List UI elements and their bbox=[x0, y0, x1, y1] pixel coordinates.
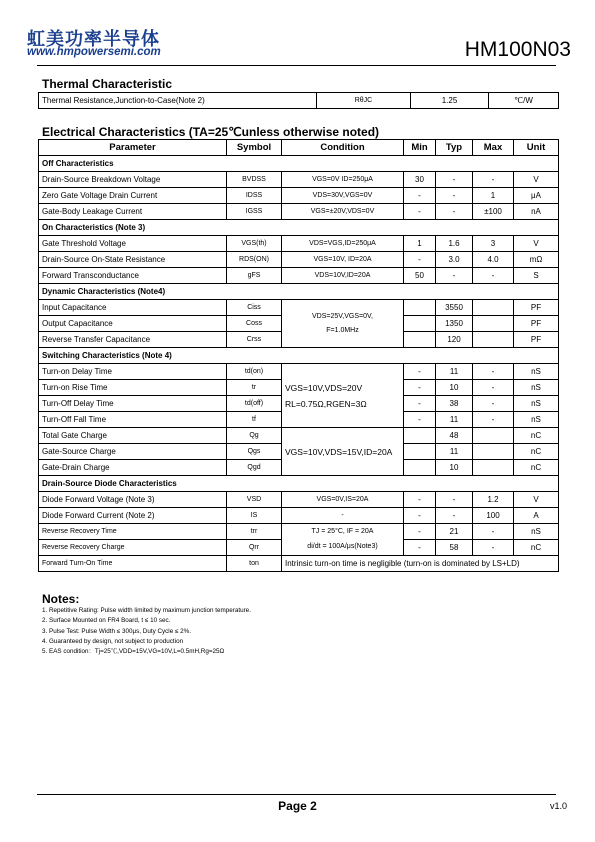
param: Diode Forward Current (Note 2) bbox=[39, 508, 227, 524]
rr-condition-line1: TJ = 25°C, IF = 20A bbox=[282, 524, 404, 540]
unit: nS bbox=[514, 364, 559, 380]
unit: nS bbox=[514, 396, 559, 412]
col-symbol: Symbol bbox=[227, 140, 282, 156]
min bbox=[404, 428, 436, 444]
unit: V bbox=[514, 172, 559, 188]
min: - bbox=[404, 492, 436, 508]
typ: 1.6 bbox=[436, 236, 473, 252]
symbol: VSD bbox=[227, 492, 282, 508]
min bbox=[404, 460, 436, 476]
table-row bbox=[39, 540, 559, 556]
min: - bbox=[404, 204, 436, 220]
typ: 11 bbox=[436, 364, 473, 380]
note-item: 4. Guaranteed by design, not subject to production bbox=[42, 637, 184, 645]
condition: VDS=10V,ID=20A bbox=[282, 268, 404, 284]
col-typ: Typ bbox=[436, 140, 473, 156]
param: Drain-Source Breakdown Voltage bbox=[39, 172, 227, 188]
symbol: Coss bbox=[227, 316, 282, 332]
symbol: IS bbox=[227, 508, 282, 524]
param: Reverse Transfer Capacitance bbox=[39, 332, 227, 348]
typ: 3.0 bbox=[436, 252, 473, 268]
note-item: 1. Repetitive Rating: Pulse width limited by maximum junction temperature. bbox=[42, 607, 251, 614]
param: Forward Turn-On Time bbox=[39, 556, 227, 572]
switching-condition-line2: RL=0.75Ω,RGEN=3Ω bbox=[285, 398, 367, 409]
typ: 21 bbox=[436, 524, 473, 540]
col-min: Min bbox=[404, 140, 436, 156]
max: - bbox=[473, 364, 514, 380]
condition: VGS=0V,IS=20A bbox=[282, 492, 404, 508]
thermal-table bbox=[38, 92, 559, 109]
symbol: Qgs bbox=[227, 444, 282, 460]
max: - bbox=[473, 172, 514, 188]
col-max: Max bbox=[473, 140, 514, 156]
table-row bbox=[39, 556, 559, 572]
col-parameter: Parameter bbox=[39, 140, 227, 156]
col-condition: Condition bbox=[282, 140, 404, 156]
typ: - bbox=[436, 188, 473, 204]
typ: - bbox=[436, 172, 473, 188]
symbol: td(off) bbox=[227, 396, 282, 412]
min: - bbox=[404, 188, 436, 204]
notes-list bbox=[42, 606, 251, 657]
thermal-title: Thermal Characteristic bbox=[42, 77, 173, 91]
unit: nA bbox=[514, 204, 559, 220]
min: - bbox=[404, 396, 436, 412]
max: - bbox=[473, 540, 514, 556]
min: - bbox=[404, 412, 436, 428]
min: - bbox=[404, 380, 436, 396]
param: Turn-Off Delay Time bbox=[39, 396, 227, 412]
table-row bbox=[39, 204, 559, 220]
footer-divider bbox=[37, 794, 556, 795]
max bbox=[473, 300, 514, 316]
typ: - bbox=[436, 204, 473, 220]
min: 50 bbox=[404, 268, 436, 284]
symbol: RDS(ON) bbox=[227, 252, 282, 268]
condition: - bbox=[282, 508, 404, 524]
table-row bbox=[39, 268, 559, 284]
thermal-unit: ℃/W bbox=[489, 93, 559, 109]
max: 4.0 bbox=[473, 252, 514, 268]
typ: - bbox=[436, 508, 473, 524]
unit: nC bbox=[514, 428, 559, 444]
electrical-title: Electrical Characteristics (TA=25℃unless otherwise noted) bbox=[42, 125, 380, 139]
min bbox=[404, 332, 436, 348]
max: 1 bbox=[473, 188, 514, 204]
brand-chinese-name: 虹美功率半导体 bbox=[27, 29, 160, 49]
param: Reverse Recovery Charge bbox=[39, 540, 227, 556]
param: Diode Forward Voltage (Note 3) bbox=[39, 492, 227, 508]
thermal-param: Thermal Resistance,Junction-to-Case(Note 2) bbox=[39, 93, 317, 109]
unit: V bbox=[514, 492, 559, 508]
min bbox=[404, 316, 436, 332]
typ: 11 bbox=[436, 412, 473, 428]
table-row bbox=[39, 236, 559, 252]
max bbox=[473, 444, 514, 460]
turn-on-note: Intrinsic turn-on time is negligible (turn-on is dominated by LS+LD) bbox=[282, 556, 559, 572]
symbol: tf bbox=[227, 412, 282, 428]
min: - bbox=[404, 252, 436, 268]
table-row bbox=[39, 252, 559, 268]
typ: - bbox=[436, 492, 473, 508]
symbol: IGSS bbox=[227, 204, 282, 220]
symbol: BVDSS bbox=[227, 172, 282, 188]
symbol: gFS bbox=[227, 268, 282, 284]
param: Output Capacitance bbox=[39, 316, 227, 332]
header-row bbox=[39, 140, 559, 156]
symbol: Qg bbox=[227, 428, 282, 444]
max: 100 bbox=[473, 508, 514, 524]
rr-condition-line2: di/dt = 100A/μs(Note3) bbox=[282, 540, 404, 556]
symbol: td(on) bbox=[227, 364, 282, 380]
condition: VGS=10V, ID=20A bbox=[282, 252, 404, 268]
max: ±100 bbox=[473, 204, 514, 220]
max bbox=[473, 460, 514, 476]
dynamic-condition bbox=[282, 300, 404, 348]
param: Reverse Recovery Time bbox=[39, 524, 227, 540]
switching-condition bbox=[282, 364, 404, 428]
switching-condition-line1: VGS=10V,VDS=20V bbox=[285, 382, 363, 393]
symbol: VGS(th) bbox=[227, 236, 282, 252]
typ: 10 bbox=[436, 460, 473, 476]
group-diode: Drain-Source Diode Characteristics bbox=[39, 476, 559, 492]
param: Turn-on Rise Time bbox=[39, 380, 227, 396]
table-row bbox=[39, 428, 559, 444]
param: Forward Transconductance bbox=[39, 268, 227, 284]
brand-url: www.hmpowersemi.com bbox=[27, 46, 161, 58]
note-item: 3. Pulse Test: Pulse Width ≤ 300μs, Duty Cycle ≤ 2%. bbox=[42, 627, 192, 635]
symbol: Qrr bbox=[227, 540, 282, 556]
param: Total Gate Charge bbox=[39, 428, 227, 444]
table-row bbox=[39, 364, 559, 380]
group-off: Off Characteristics bbox=[39, 156, 559, 172]
thermal-symbol: RθJC bbox=[317, 93, 411, 109]
param: Gate-Body Leakage Current bbox=[39, 204, 227, 220]
table-row bbox=[39, 188, 559, 204]
typ: 1350 bbox=[436, 316, 473, 332]
dynamic-condition-line2: F=1.0MHz bbox=[326, 326, 359, 334]
unit: S bbox=[514, 268, 559, 284]
max bbox=[473, 332, 514, 348]
param: Drain-Source On-State Resistance bbox=[39, 252, 227, 268]
max: - bbox=[473, 380, 514, 396]
max: 3 bbox=[473, 236, 514, 252]
max: - bbox=[473, 268, 514, 284]
table-row bbox=[39, 524, 559, 540]
symbol: tr bbox=[227, 380, 282, 396]
min bbox=[404, 300, 436, 316]
symbol: ton bbox=[227, 556, 282, 572]
unit: nC bbox=[514, 540, 559, 556]
typ: - bbox=[436, 268, 473, 284]
thermal-row bbox=[39, 93, 559, 109]
unit: mΩ bbox=[514, 252, 559, 268]
param: Zero Gate Voltage Drain Current bbox=[39, 188, 227, 204]
typ: 11 bbox=[436, 444, 473, 460]
group-on: On Characteristics (Note 3) bbox=[39, 220, 559, 236]
param: Gate Threshold Voltage bbox=[39, 236, 227, 252]
max bbox=[473, 428, 514, 444]
dynamic-condition-line1: VDS=25V,VGS=0V, bbox=[312, 312, 373, 320]
unit: PF bbox=[514, 316, 559, 332]
unit: V bbox=[514, 236, 559, 252]
col-unit: Unit bbox=[514, 140, 559, 156]
symbol: Ciss bbox=[227, 300, 282, 316]
unit: PF bbox=[514, 300, 559, 316]
notes-title: Notes: bbox=[42, 592, 80, 606]
table-row bbox=[39, 172, 559, 188]
note-item: 2. Surface Mounted on FR4 Board, t ≤ 10 sec. bbox=[42, 617, 171, 625]
max: 1.2 bbox=[473, 492, 514, 508]
min: - bbox=[404, 524, 436, 540]
symbol: IDSS bbox=[227, 188, 282, 204]
thermal-value: 1.25 bbox=[411, 93, 489, 109]
max: - bbox=[473, 412, 514, 428]
min: - bbox=[404, 540, 436, 556]
condition: VGS=±20V,VDS=0V bbox=[282, 204, 404, 220]
page-number: Page 2 bbox=[278, 799, 317, 813]
version-label: v1.0 bbox=[549, 801, 567, 811]
group-switching: Switching Characteristics (Note 4) bbox=[39, 348, 559, 364]
typ: 10 bbox=[436, 380, 473, 396]
condition: VDS=VGS,ID=250μA bbox=[282, 236, 404, 252]
param: Gate-Source Charge bbox=[39, 444, 227, 460]
typ: 38 bbox=[436, 396, 473, 412]
symbol: Qgd bbox=[227, 460, 282, 476]
unit: A bbox=[514, 508, 559, 524]
param: Turn-Off Fall Time bbox=[39, 412, 227, 428]
table-row bbox=[39, 508, 559, 524]
part-number: HM100N03 bbox=[464, 38, 571, 61]
unit: nC bbox=[514, 444, 559, 460]
param: Gate-Drain Charge bbox=[39, 460, 227, 476]
unit: nS bbox=[514, 524, 559, 540]
max bbox=[473, 316, 514, 332]
condition: VDS=30V,VGS=0V bbox=[282, 188, 404, 204]
param: Turn-on Delay Time bbox=[39, 364, 227, 380]
symbol: Crss bbox=[227, 332, 282, 348]
min: 30 bbox=[404, 172, 436, 188]
typ: 58 bbox=[436, 540, 473, 556]
condition: VGS=0V ID=250μA bbox=[282, 172, 404, 188]
unit: PF bbox=[514, 332, 559, 348]
unit: nC bbox=[514, 460, 559, 476]
max: - bbox=[473, 524, 514, 540]
typ: 48 bbox=[436, 428, 473, 444]
typ: 3550 bbox=[436, 300, 473, 316]
unit: nS bbox=[514, 380, 559, 396]
min: 1 bbox=[404, 236, 436, 252]
note-item: 5. EAS condition：Tj=25℃,VDD=15V,VG=10V,L=0.5mH,Rg=25Ω bbox=[42, 648, 225, 656]
table-row bbox=[39, 492, 559, 508]
header-divider bbox=[37, 65, 556, 66]
min: - bbox=[404, 364, 436, 380]
unit: nS bbox=[514, 412, 559, 428]
group-dynamic: Dynamic Characteristics (Note4) bbox=[39, 284, 559, 300]
max: - bbox=[473, 396, 514, 412]
symbol: trr bbox=[227, 524, 282, 540]
table-row bbox=[39, 300, 559, 316]
param: Input Capacitance bbox=[39, 300, 227, 316]
min bbox=[404, 444, 436, 460]
gate-charge-condition: VGS=10V,VDS=15V,ID=20A bbox=[282, 428, 404, 476]
min: - bbox=[404, 508, 436, 524]
electrical-table bbox=[38, 139, 559, 572]
typ: 120 bbox=[436, 332, 473, 348]
unit: μA bbox=[514, 188, 559, 204]
